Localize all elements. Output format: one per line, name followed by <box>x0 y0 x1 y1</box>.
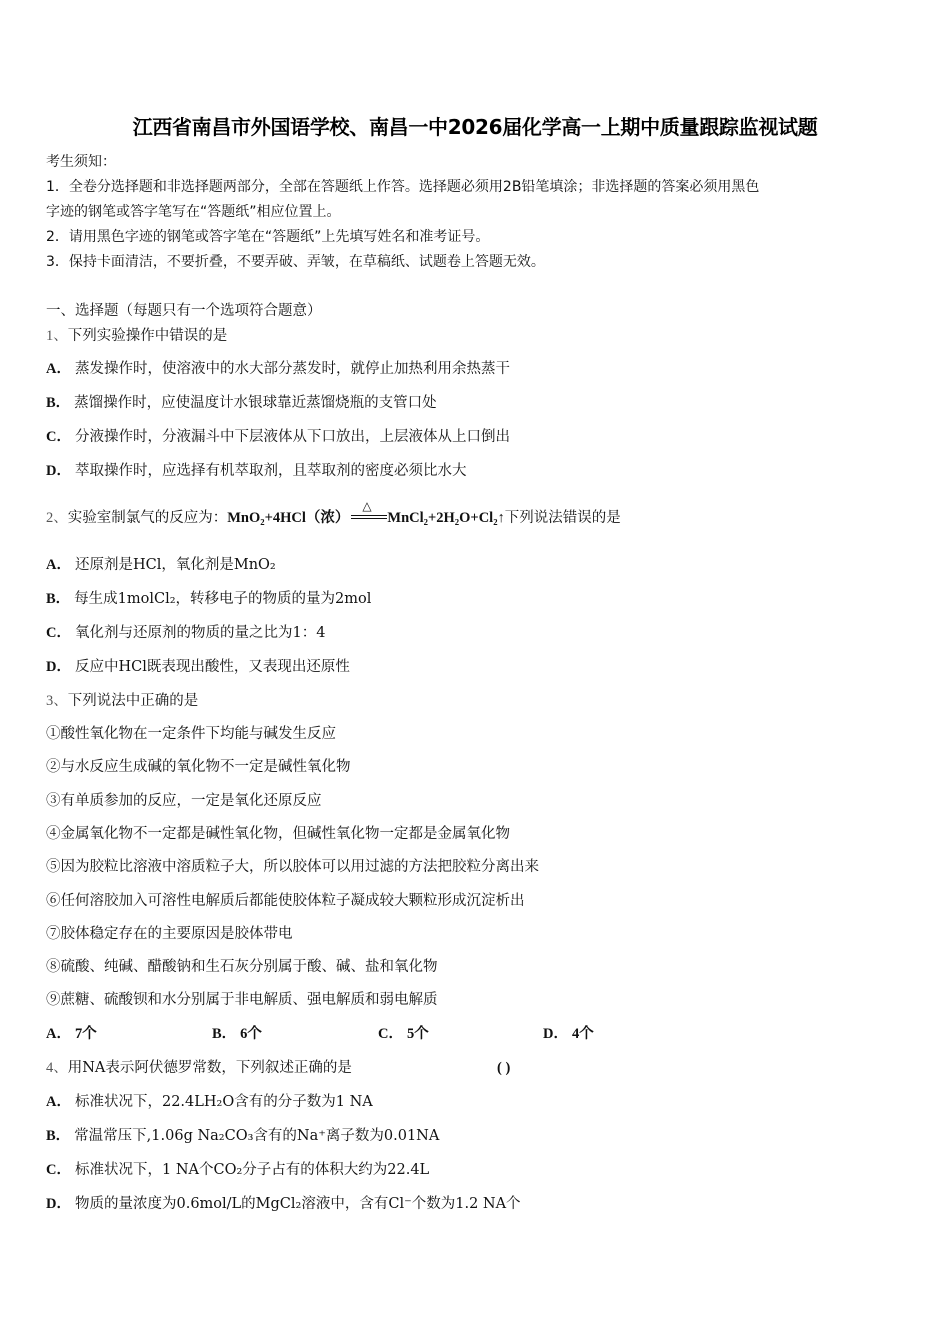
question-text: 下列说法中正确的是 <box>67 693 199 709</box>
option-text: 物质的量浓度为0.6mol/L的MgCl₂溶液中，含有Cl⁻个数为1.2 NA个 <box>74 1196 521 1212</box>
question-4-option-d <box>46 1194 521 1214</box>
option-letter: C． <box>378 1026 403 1042</box>
delta-icon: △ <box>362 499 372 513</box>
statement-2: ②与水反应生成碱的氧化物不一定是碱性氧化物 <box>46 759 351 775</box>
option-text: 标准状况下，22.4LH₂O含有的分子数为1 NA <box>74 1094 373 1110</box>
question-text-suffix: 下列说法错误的是 <box>504 510 621 526</box>
section-heading: 一、选择题（每题只有一个选项符合题意） <box>46 303 322 319</box>
option-text: 还原剂是HCl，氧化剂是MnO₂ <box>74 557 276 573</box>
question-number: 1、 <box>46 328 68 344</box>
notice-item-2: 2．请用黑色字迹的钢笔或答字笔在“答题纸”上先填写姓名和准考证号。 <box>46 229 490 245</box>
statement-4: ④金属氧化物不一定都是碱性氧化物，但碱性氧化物一定都是金属氧化物 <box>46 826 510 842</box>
question-number: 3、 <box>46 693 68 709</box>
option-text: 蒸发操作时，使溶液中的水大部分蒸发时，就停止加热利用余热蒸干 <box>74 361 510 377</box>
option-letter: A． <box>46 557 71 573</box>
question-3-option-d <box>543 1024 594 1044</box>
question-1-option-b <box>46 393 437 413</box>
question-2-option-c <box>46 623 325 643</box>
statement-5: ⑤因为胶粒比溶液中溶质粒子大，所以胶体可以用过滤的方法把胶粒分离出来 <box>46 859 539 875</box>
option-text: 4个 <box>571 1026 594 1042</box>
question-4-option-a <box>46 1092 373 1112</box>
question-2-stem <box>46 499 621 528</box>
answer-blank: ( ) <box>497 1060 511 1076</box>
statement-6: ⑥任何溶胶加入可溶性电解质后都能使胶体粒子凝成较大颗粒形成沉淀析出 <box>46 893 525 909</box>
equation-reactants: MnO₂+4HCl（浓） <box>227 510 350 526</box>
option-text: 5个 <box>406 1026 429 1042</box>
option-letter: B． <box>46 591 71 607</box>
question-3-option-c <box>378 1024 429 1044</box>
question-4-option-c <box>46 1160 429 1180</box>
option-letter: A． <box>46 1026 71 1042</box>
question-number: 2、 <box>46 510 68 526</box>
option-text: 分液操作时，分液漏斗中下层液体从下口放出，上层液体从上口倒出 <box>74 429 510 445</box>
option-text: 6个 <box>240 1026 262 1042</box>
option-letter: B． <box>46 395 71 411</box>
question-1-option-d <box>46 461 466 481</box>
option-letter: A． <box>46 1094 71 1110</box>
option-letter: D． <box>543 1026 568 1042</box>
question-2-option-a <box>46 555 276 575</box>
question-number: 4、 <box>46 1060 68 1076</box>
option-text: 标准状况下，1 NA个CO₂分子占有的体积大约为22.4L <box>74 1162 430 1178</box>
question-2-option-d <box>46 657 350 677</box>
statement-9: ⑨蔗糖、硫酸钡和水分别属于非电解质、强电解质和弱电解质 <box>46 992 438 1008</box>
option-letter: D． <box>46 463 71 479</box>
statement-8: ⑧硫酸、纯碱、醋酸钠和生石灰分别属于酸、碱、盐和氧化物 <box>46 959 438 975</box>
question-1-stem <box>46 326 227 346</box>
option-text: 常温常压下,1.06g Na₂CO₃含有的Na⁺离子数为0.01NA <box>74 1128 440 1144</box>
question-3-stem <box>46 691 198 711</box>
option-letter: C． <box>46 1162 71 1178</box>
question-3-option-a <box>46 1024 97 1044</box>
option-text: 蒸馏操作时，应使温度计水银球靠近蒸馏烧瓶的支管口处 <box>74 395 437 411</box>
option-text: 每生成1molCl₂，转移电子的物质的量为2mol <box>74 591 372 607</box>
option-letter: C． <box>46 625 71 641</box>
option-text: 氧化剂与还原剂的物质的量之比为1：4 <box>74 625 326 641</box>
notice-item-3: 3．保持卡面清洁，不要折叠，不要弄破、弄皱，在草稿纸、试题卷上答题无效。 <box>46 254 545 270</box>
question-text: 下列实验操作中错误的是 <box>67 328 228 344</box>
statement-3: ③有单质参加的反应，一定是氧化还原反应 <box>46 793 322 809</box>
equation-products: MnCl₂+2H₂O+Cl₂↑ <box>387 510 505 526</box>
notice-heading: 考生须知： <box>46 154 116 170</box>
question-1-option-a <box>46 359 510 379</box>
notice-item-1-cont: 字迹的钢笔或答字笔写在“答题纸”相应位置上。 <box>46 204 341 220</box>
statement-7: ⑦胶体稳定存在的主要原因是胶体带电 <box>46 926 293 942</box>
heating-condition <box>349 499 387 528</box>
question-1-option-c <box>46 427 510 447</box>
option-letter: A． <box>46 361 71 377</box>
option-text: 萃取操作时，应选择有机萃取剂，且萃取剂的密度必须比水大 <box>74 463 467 479</box>
option-letter: B． <box>212 1026 237 1042</box>
question-text: 用NA表示阿伏德罗常数，下列叙述正确的是 <box>67 1060 352 1076</box>
question-4-option-b <box>46 1126 439 1146</box>
option-letter: D． <box>46 659 71 675</box>
option-text: 反应中HCl既表现出酸性，又表现出还原性 <box>74 659 350 675</box>
statement-1: ①酸性氧化物在一定条件下均能与碱发生反应 <box>46 726 336 742</box>
question-3-option-b <box>212 1024 262 1044</box>
question-text: 实验室制氯气的反应为： <box>67 510 228 526</box>
option-letter: B． <box>46 1128 71 1144</box>
option-letter: C． <box>46 429 71 445</box>
option-letter: D． <box>46 1196 71 1212</box>
option-text: 7个 <box>74 1026 97 1042</box>
notice-item-1: 1．全卷分选择题和非选择题两部分，全部在答题纸上作答。选择题必须用2B铅笔填涂；非选择题的答案必须用黑色 <box>46 179 760 195</box>
exam-title: 江西省南昌市外国语学校、南昌一中2026届化学高一上期中质量跟踪监视试题 <box>132 115 818 139</box>
question-2-option-b <box>46 589 371 609</box>
